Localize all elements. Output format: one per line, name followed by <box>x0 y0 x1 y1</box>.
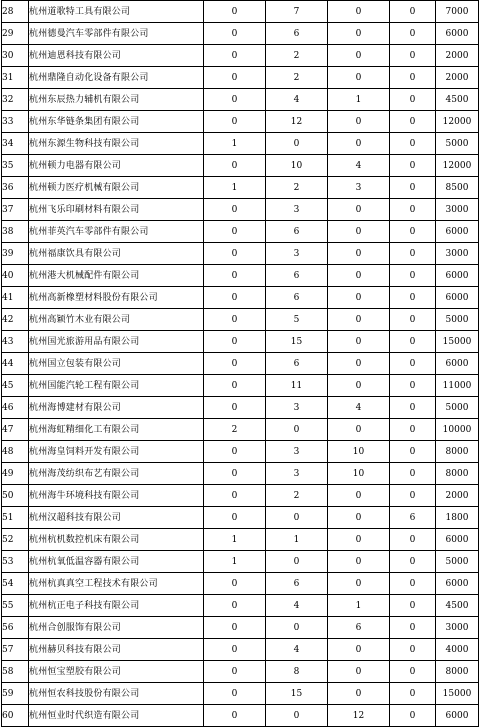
count-col-1-cell: 0 <box>204 639 266 661</box>
table-row <box>2 221 479 243</box>
table-row <box>2 617 479 639</box>
table-row <box>2 133 479 155</box>
count-col-2-cell: 8 <box>266 661 328 683</box>
count-col-1-cell: 0 <box>204 375 266 397</box>
row-number-cell: 30 <box>2 45 29 67</box>
count-col-2-cell: 6 <box>266 287 328 309</box>
row-number-cell: 33 <box>2 111 29 133</box>
amount-cell: 6000 <box>436 287 479 309</box>
count-col-4-cell: 0 <box>390 639 436 661</box>
count-col-2-cell: 4 <box>266 595 328 617</box>
count-col-2-cell: 6 <box>266 221 328 243</box>
count-col-3-cell: 4 <box>328 397 390 419</box>
table-row <box>2 419 479 441</box>
table-row <box>2 265 479 287</box>
table-row <box>2 353 479 375</box>
count-col-3-cell: 0 <box>328 133 390 155</box>
company-name-cell: 杭州国立包装有限公司 <box>29 353 204 375</box>
company-table <box>1 0 479 727</box>
amount-cell: 7000 <box>436 1 479 23</box>
count-col-2-cell: 6 <box>266 23 328 45</box>
count-col-4-cell: 0 <box>390 485 436 507</box>
count-col-3-cell: 0 <box>328 507 390 529</box>
count-col-1-cell: 0 <box>204 23 266 45</box>
count-col-1-cell: 0 <box>204 573 266 595</box>
count-col-3-cell: 1 <box>328 595 390 617</box>
table-row <box>2 111 479 133</box>
amount-cell: 4500 <box>436 89 479 111</box>
table-row <box>2 397 479 419</box>
company-name-cell: 杭州菲英汽车零部件有限公司 <box>29 221 204 243</box>
table-row <box>2 1 479 23</box>
company-name-cell: 杭州国能汽轮工程有限公司 <box>29 375 204 397</box>
row-number-cell: 37 <box>2 199 29 221</box>
table-row <box>2 683 479 705</box>
count-col-2-cell: 2 <box>266 45 328 67</box>
row-number-cell: 58 <box>2 661 29 683</box>
count-col-3-cell: 0 <box>328 45 390 67</box>
row-number-cell: 44 <box>2 353 29 375</box>
row-number-cell: 29 <box>2 23 29 45</box>
count-col-1-cell: 0 <box>204 705 266 727</box>
row-number-cell: 52 <box>2 529 29 551</box>
table-row <box>2 45 479 67</box>
count-col-3-cell: 0 <box>328 375 390 397</box>
count-col-4-cell: 0 <box>390 133 436 155</box>
amount-cell: 8000 <box>436 661 479 683</box>
table-row <box>2 529 479 551</box>
count-col-4-cell: 0 <box>390 595 436 617</box>
count-col-4-cell: 0 <box>390 551 436 573</box>
row-number-cell: 35 <box>2 155 29 177</box>
count-col-2-cell: 3 <box>266 243 328 265</box>
count-col-3-cell: 0 <box>328 199 390 221</box>
count-col-1-cell: 0 <box>204 397 266 419</box>
row-number-cell: 59 <box>2 683 29 705</box>
count-col-1-cell: 0 <box>204 265 266 287</box>
table-row <box>2 441 479 463</box>
count-col-4-cell: 0 <box>390 45 436 67</box>
row-number-cell: 38 <box>2 221 29 243</box>
count-col-3-cell: 0 <box>328 287 390 309</box>
count-col-2-cell: 1 <box>266 529 328 551</box>
table-row <box>2 177 479 199</box>
row-number-cell: 54 <box>2 573 29 595</box>
table-row <box>2 67 479 89</box>
amount-cell: 6000 <box>436 265 479 287</box>
company-name-cell: 杭州海博建材有限公司 <box>29 397 204 419</box>
count-col-3-cell: 0 <box>328 265 390 287</box>
count-col-2-cell: 0 <box>266 133 328 155</box>
count-col-4-cell: 0 <box>390 89 436 111</box>
table-row <box>2 639 479 661</box>
row-number-cell: 60 <box>2 705 29 727</box>
count-col-3-cell: 0 <box>328 639 390 661</box>
amount-cell: 10000 <box>436 419 479 441</box>
amount-cell: 8000 <box>436 463 479 485</box>
count-col-1-cell: 0 <box>204 89 266 111</box>
amount-cell: 3000 <box>436 199 479 221</box>
count-col-1-cell: 0 <box>204 353 266 375</box>
count-col-1-cell: 0 <box>204 287 266 309</box>
amount-cell: 12000 <box>436 155 479 177</box>
amount-cell: 6000 <box>436 705 479 727</box>
count-col-4-cell: 0 <box>390 529 436 551</box>
count-col-2-cell: 6 <box>266 573 328 595</box>
count-col-1-cell: 0 <box>204 309 266 331</box>
count-col-2-cell: 0 <box>266 551 328 573</box>
count-col-3-cell: 0 <box>328 683 390 705</box>
count-col-1-cell: 0 <box>204 45 266 67</box>
count-col-3-cell: 0 <box>328 309 390 331</box>
amount-cell: 15000 <box>436 683 479 705</box>
count-col-1-cell: 0 <box>204 111 266 133</box>
count-col-1-cell: 1 <box>204 529 266 551</box>
table-row <box>2 331 479 353</box>
row-number-cell: 50 <box>2 485 29 507</box>
table-row <box>2 155 479 177</box>
amount-cell: 3000 <box>436 617 479 639</box>
count-col-1-cell: 0 <box>204 463 266 485</box>
count-col-2-cell: 15 <box>266 331 328 353</box>
count-col-4-cell: 0 <box>390 155 436 177</box>
company-name-cell: 杭州杭正电子科技有限公司 <box>29 595 204 617</box>
company-name-cell: 杭州东源生物科技有限公司 <box>29 133 204 155</box>
count-col-4-cell: 0 <box>390 683 436 705</box>
row-number-cell: 43 <box>2 331 29 353</box>
count-col-2-cell: 2 <box>266 485 328 507</box>
company-name-cell: 杭州合创服饰有限公司 <box>29 617 204 639</box>
count-col-4-cell: 0 <box>390 67 436 89</box>
table-row <box>2 309 479 331</box>
amount-cell: 5000 <box>436 133 479 155</box>
company-name-cell: 杭州汉超科技有限公司 <box>29 507 204 529</box>
company-name-cell: 杭州杭真真空工程技术有限公司 <box>29 573 204 595</box>
amount-cell: 6000 <box>436 23 479 45</box>
count-col-4-cell: 0 <box>390 661 436 683</box>
company-name-cell: 杭州顿力医疗机械有限公司 <box>29 177 204 199</box>
count-col-4-cell: 0 <box>390 287 436 309</box>
amount-cell: 6000 <box>436 573 479 595</box>
row-number-cell: 39 <box>2 243 29 265</box>
amount-cell: 5000 <box>436 309 479 331</box>
company-name-cell: 杭州海虹精细化工有限公司 <box>29 419 204 441</box>
count-col-1-cell: 0 <box>204 199 266 221</box>
amount-cell: 5000 <box>436 397 479 419</box>
company-name-cell: 杭州德曼汽车零部件有限公司 <box>29 23 204 45</box>
amount-cell: 3000 <box>436 243 479 265</box>
amount-cell: 5000 <box>436 551 479 573</box>
company-name-cell: 杭州迪恩科技有限公司 <box>29 45 204 67</box>
count-col-4-cell: 0 <box>390 463 436 485</box>
amount-cell: 2000 <box>436 485 479 507</box>
count-col-2-cell: 15 <box>266 683 328 705</box>
count-col-2-cell: 0 <box>266 419 328 441</box>
count-col-4-cell: 0 <box>390 617 436 639</box>
count-col-1-cell: 2 <box>204 419 266 441</box>
count-col-2-cell: 3 <box>266 441 328 463</box>
amount-cell: 6000 <box>436 529 479 551</box>
count-col-4-cell: 0 <box>390 397 436 419</box>
count-col-1-cell: 0 <box>204 485 266 507</box>
count-col-1-cell: 0 <box>204 661 266 683</box>
count-col-3-cell: 0 <box>328 573 390 595</box>
company-name-cell: 杭州杭氧低温容器有限公司 <box>29 551 204 573</box>
count-col-1-cell: 0 <box>204 221 266 243</box>
count-col-4-cell: 0 <box>390 265 436 287</box>
company-name-cell: 杭州杭机数控机床有限公司 <box>29 529 204 551</box>
count-col-4-cell: 0 <box>390 573 436 595</box>
company-name-cell: 杭州海牛环境科技有限公司 <box>29 485 204 507</box>
table-row <box>2 485 479 507</box>
count-col-2-cell: 3 <box>266 463 328 485</box>
count-col-1-cell: 0 <box>204 441 266 463</box>
count-col-4-cell: 0 <box>390 177 436 199</box>
company-name-cell: 杭州东辰热力辅机有限公司 <box>29 89 204 111</box>
row-number-cell: 46 <box>2 397 29 419</box>
row-number-cell: 51 <box>2 507 29 529</box>
count-col-2-cell: 6 <box>266 353 328 375</box>
count-col-3-cell: 3 <box>328 177 390 199</box>
table-row <box>2 243 479 265</box>
row-number-cell: 36 <box>2 177 29 199</box>
count-col-4-cell: 0 <box>390 375 436 397</box>
count-col-1-cell: 0 <box>204 243 266 265</box>
row-number-cell: 53 <box>2 551 29 573</box>
company-name-cell: 杭州恒宝塑胶有限公司 <box>29 661 204 683</box>
company-name-cell: 杭州赫贝科技有限公司 <box>29 639 204 661</box>
count-col-1-cell: 0 <box>204 507 266 529</box>
row-number-cell: 57 <box>2 639 29 661</box>
row-number-cell: 48 <box>2 441 29 463</box>
table-row <box>2 287 479 309</box>
company-name-cell: 杭州海皇饲料开发有限公司 <box>29 441 204 463</box>
count-col-3-cell: 0 <box>328 67 390 89</box>
row-number-cell: 55 <box>2 595 29 617</box>
table-row <box>2 375 479 397</box>
count-col-2-cell: 12 <box>266 111 328 133</box>
company-name-cell: 杭州飞乐印刷材料有限公司 <box>29 199 204 221</box>
amount-cell: 4500 <box>436 595 479 617</box>
amount-cell: 1800 <box>436 507 479 529</box>
count-col-3-cell: 0 <box>328 221 390 243</box>
count-col-4-cell: 0 <box>390 111 436 133</box>
count-col-4-cell: 0 <box>390 331 436 353</box>
count-col-3-cell: 0 <box>328 243 390 265</box>
company-name-cell: 杭州高颖竹木业有限公司 <box>29 309 204 331</box>
amount-cell: 8500 <box>436 177 479 199</box>
count-col-3-cell: 0 <box>328 485 390 507</box>
count-col-1-cell: 0 <box>204 67 266 89</box>
count-col-2-cell: 2 <box>266 67 328 89</box>
row-number-cell: 31 <box>2 67 29 89</box>
company-name-cell: 杭州东华链条集团有限公司 <box>29 111 204 133</box>
company-name-cell: 杭州恒农科技股份有限公司 <box>29 683 204 705</box>
count-col-1-cell: 1 <box>204 133 266 155</box>
table-row <box>2 595 479 617</box>
count-col-2-cell: 4 <box>266 89 328 111</box>
row-number-cell: 47 <box>2 419 29 441</box>
company-name-cell: 杭州海茂纺织布艺有限公司 <box>29 463 204 485</box>
count-col-3-cell: 0 <box>328 111 390 133</box>
count-col-4-cell: 0 <box>390 199 436 221</box>
amount-cell: 4000 <box>436 639 479 661</box>
count-col-3-cell: 1 <box>328 89 390 111</box>
count-col-4-cell: 0 <box>390 353 436 375</box>
row-number-cell: 49 <box>2 463 29 485</box>
amount-cell: 6000 <box>436 353 479 375</box>
count-col-1-cell: 1 <box>204 177 266 199</box>
company-name-cell: 杭州道歌特工具有限公司 <box>29 1 204 23</box>
count-col-3-cell: 0 <box>328 551 390 573</box>
company-name-cell: 杭州恒业时代织造有限公司 <box>29 705 204 727</box>
table-row <box>2 463 479 485</box>
count-col-2-cell: 5 <box>266 309 328 331</box>
count-col-1-cell: 0 <box>204 331 266 353</box>
amount-cell: 2000 <box>436 45 479 67</box>
count-col-3-cell: 12 <box>328 705 390 727</box>
company-name-cell: 杭州鼎隆自动化设备有限公司 <box>29 67 204 89</box>
count-col-1-cell: 0 <box>204 617 266 639</box>
count-col-3-cell: 0 <box>328 661 390 683</box>
count-col-4-cell: 0 <box>390 221 436 243</box>
company-name-cell: 杭州福康饮具有限公司 <box>29 243 204 265</box>
count-col-1-cell: 0 <box>204 1 266 23</box>
row-number-cell: 42 <box>2 309 29 331</box>
company-name-cell: 杭州国光旅游用品有限公司 <box>29 331 204 353</box>
count-col-2-cell: 10 <box>266 155 328 177</box>
table-row <box>2 507 479 529</box>
count-col-2-cell: 0 <box>266 705 328 727</box>
row-number-cell: 34 <box>2 133 29 155</box>
count-col-1-cell: 0 <box>204 595 266 617</box>
count-col-3-cell: 10 <box>328 463 390 485</box>
count-col-4-cell: 6 <box>390 507 436 529</box>
count-col-4-cell: 0 <box>390 23 436 45</box>
company-name-cell: 杭州顿力电器有限公司 <box>29 155 204 177</box>
count-col-4-cell: 0 <box>390 309 436 331</box>
amount-cell: 6000 <box>436 221 479 243</box>
table-row <box>2 573 479 595</box>
count-col-3-cell: 0 <box>328 1 390 23</box>
table-row <box>2 23 479 45</box>
table-row <box>2 551 479 573</box>
count-col-2-cell: 6 <box>266 265 328 287</box>
company-name-cell: 杭州高新橡塑材料股份有限公司 <box>29 287 204 309</box>
count-col-2-cell: 3 <box>266 199 328 221</box>
count-col-1-cell: 0 <box>204 683 266 705</box>
table-row <box>2 199 479 221</box>
count-col-3-cell: 0 <box>328 23 390 45</box>
count-col-1-cell: 0 <box>204 155 266 177</box>
count-col-3-cell: 0 <box>328 331 390 353</box>
count-col-4-cell: 0 <box>390 705 436 727</box>
count-col-1-cell: 1 <box>204 551 266 573</box>
count-col-3-cell: 10 <box>328 441 390 463</box>
amount-cell: 12000 <box>436 111 479 133</box>
count-col-2-cell: 0 <box>266 617 328 639</box>
count-col-4-cell: 0 <box>390 243 436 265</box>
amount-cell: 2000 <box>436 67 479 89</box>
row-number-cell: 40 <box>2 265 29 287</box>
row-number-cell: 56 <box>2 617 29 639</box>
count-col-3-cell: 6 <box>328 617 390 639</box>
count-col-4-cell: 0 <box>390 441 436 463</box>
amount-cell: 15000 <box>436 331 479 353</box>
row-number-cell: 45 <box>2 375 29 397</box>
count-col-3-cell: 0 <box>328 419 390 441</box>
table-row <box>2 705 479 727</box>
count-col-2-cell: 7 <box>266 1 328 23</box>
count-col-2-cell: 4 <box>266 639 328 661</box>
company-name-cell: 杭州港大机械配件有限公司 <box>29 265 204 287</box>
row-number-cell: 41 <box>2 287 29 309</box>
count-col-2-cell: 0 <box>266 507 328 529</box>
amount-cell: 8000 <box>436 441 479 463</box>
count-col-4-cell: 0 <box>390 419 436 441</box>
amount-cell: 11000 <box>436 375 479 397</box>
count-col-2-cell: 3 <box>266 397 328 419</box>
table-body <box>2 1 479 727</box>
count-col-3-cell: 0 <box>328 529 390 551</box>
row-number-cell: 28 <box>2 1 29 23</box>
count-col-3-cell: 4 <box>328 155 390 177</box>
table-row <box>2 89 479 111</box>
count-col-4-cell: 0 <box>390 1 436 23</box>
count-col-2-cell: 11 <box>266 375 328 397</box>
row-number-cell: 32 <box>2 89 29 111</box>
count-col-2-cell: 2 <box>266 177 328 199</box>
count-col-3-cell: 0 <box>328 353 390 375</box>
